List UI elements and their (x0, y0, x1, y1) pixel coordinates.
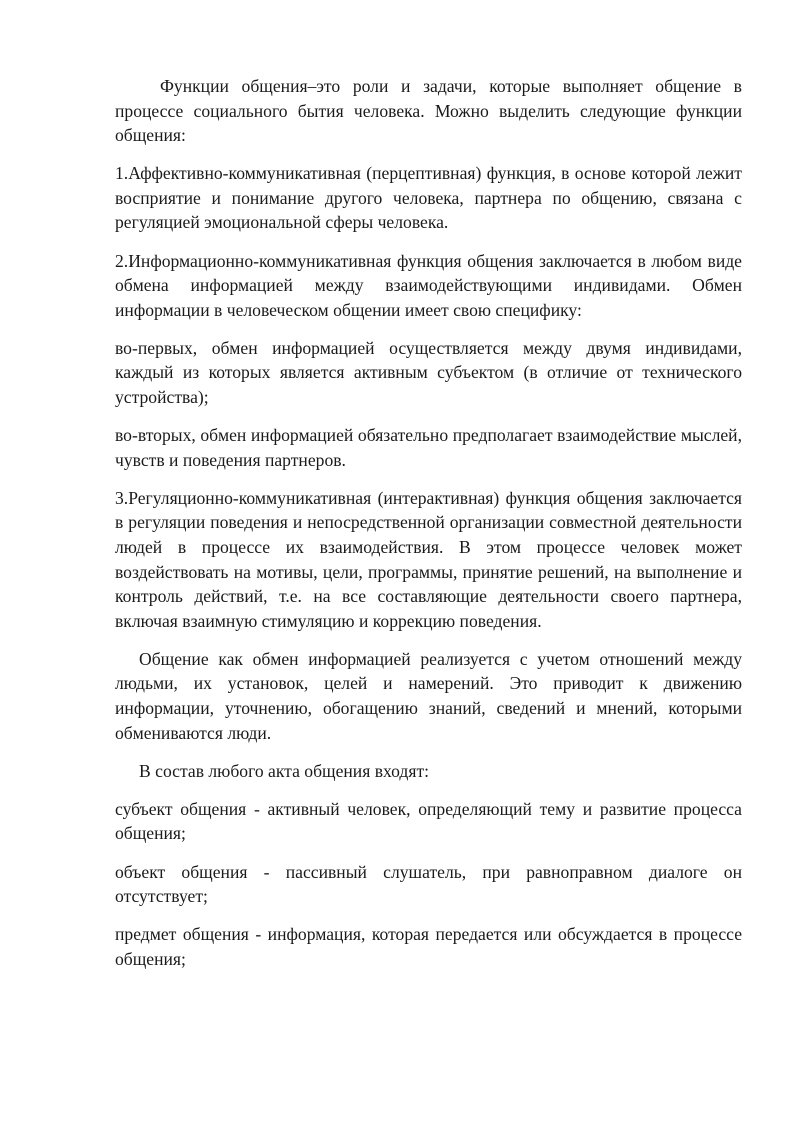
paragraph-function-1: 1.Аффективно-коммуникативная (перцептивная) функция, в основе которой лежит восприятие и понимание другого человека, партнера по общению, связана с регуляцией эмоциональной сферы человека. (115, 163, 742, 233)
paragraph-intro: Функции общения–это роли и задачи, которые выполняет общение в процессе социального бытия человека. Можно выделить следующие функции общения: (115, 76, 742, 146)
paragraph-exchange: Общение как обмен информацией реализуется с учетом отношений между людьми, их установок, целей и намерений. Это приводит к движению информации, уточнению, обогащению знаний, сведений и мнений, которыми обмениваются люди. (115, 648, 742, 743)
document-body (115, 74, 742, 985)
paragraph-first-point: во-первых, обмен информацией осуществляется между двумя индивидами, каждый из которых является активным субъектом (в отличие от технического устройства); (115, 337, 742, 408)
paragraph-second-point: во-вторых, обмен информацией обязательно предполагает взаимодействие мыслей, чувств и поведения партнеров. (115, 425, 742, 470)
paragraph-topic: предмет общения - информация, которая передается или обсуждается в процессе общения; (115, 924, 742, 969)
paragraph-act-composition: В состав любого акта общения входят: (139, 760, 430, 781)
paragraph-function-3: 3.Регуляционно-коммуникативная (интерактивная) функция общения заключается в регуляции поведения и непосредственной организации совместной деятельности людей в процессе их взаимодействия. В этом процессе человек может воздействовать на мотивы, цели, программы, принятие решений, на выполнение и контроль действий, т.е. на все составляющие деятельности своего партнера, включая взаимную стимуляцию и коррекцию поведения. (115, 487, 742, 631)
paragraph-object: объект общения - пассивный слушатель, при равноправном диалоге он отсутствует; (115, 861, 742, 907)
paragraph-function-2: 2.Информационно-коммуникативная функция общения заключается в любом виде обмена информацией между взаимодействующими индивидами. Обмен информации в человеческом общении имеет свою специфику: (115, 250, 742, 320)
paragraph-subject: субъект общения - активный человек, определяющий тему и развитие процесса общения; (115, 798, 742, 844)
